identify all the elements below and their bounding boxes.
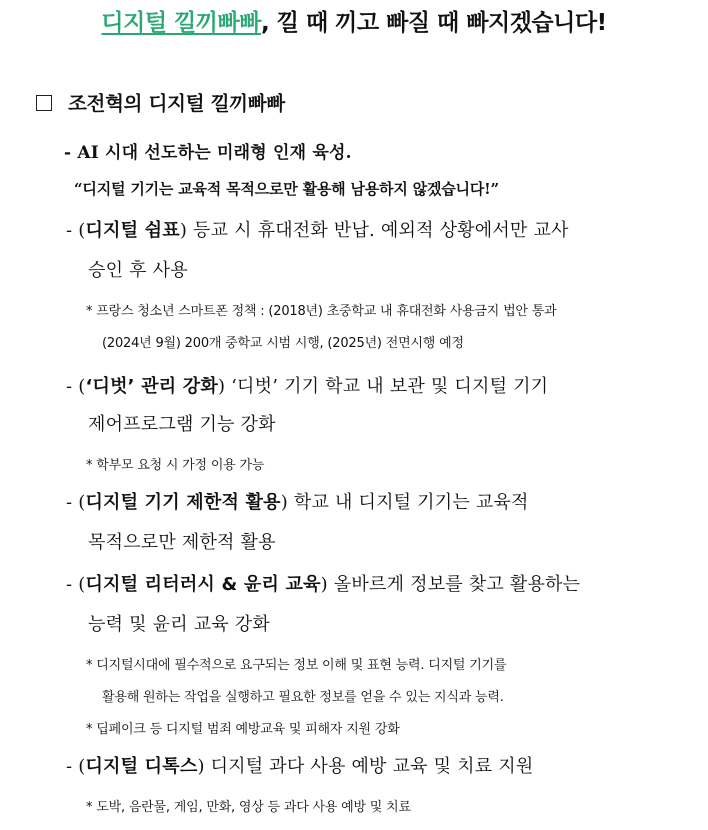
item-digital-rest xyxy=(66,216,569,242)
item1-note-2: (2024년 9월) 200개 중학교 시범 시행, (2025년) 전면시행 예정 xyxy=(102,336,464,351)
item4-label: 디지털 리터러시 & 윤리 교육 xyxy=(85,574,321,595)
item1-label: 디지털 쉼표 xyxy=(85,220,180,241)
item2-label: ‘디벗’ 관리 강화 xyxy=(85,376,218,397)
item-dibot-management xyxy=(66,372,548,398)
item1-close: ) xyxy=(179,220,188,241)
title-highlight: 디지털 낄끼빠빠 xyxy=(101,10,261,36)
title-rest: , 낄 때 끼고 빠질 때 빠지겠습니다! xyxy=(260,10,607,36)
quote-line: “디지털 기기는 교육적 목적으로만 활용해 남용하지 않겠습니다!” xyxy=(74,180,499,198)
item5-label: 디지털 디톡스 xyxy=(85,756,198,777)
item-digital-detox xyxy=(66,752,533,778)
item2-text: ‘디벗’ 기기 학교 내 보관 및 디지털 기기 xyxy=(225,376,549,397)
item3-open: - ( xyxy=(66,492,86,513)
item4-note-1: * 디지털시대에 필수적으로 요구되는 정보 이해 및 표현 능력. 디지털 기기를 xyxy=(86,658,507,673)
item3-label: 디지털 기기 제한적 활용 xyxy=(85,492,281,513)
item2-text-cont: 제어프로그램 기능 강화 xyxy=(88,414,276,435)
item1-open: - ( xyxy=(66,220,86,241)
item5-note-1: * 도박, 음란물, 게임, 만화, 영상 등 과다 사용 예방 및 치료 xyxy=(86,800,411,815)
ai-line: - AI 시대 선도하는 미래형 인재 육성. xyxy=(64,143,352,163)
section-heading xyxy=(36,88,285,116)
item2-close: ) xyxy=(217,376,226,397)
item-limited-use xyxy=(66,488,529,514)
item1-text-cont: 승인 후 사용 xyxy=(88,260,188,281)
item4-open: - ( xyxy=(66,574,86,595)
item2-open: - ( xyxy=(66,376,86,397)
item5-close: ) xyxy=(197,756,205,777)
item5-text: 디지털 과다 사용 예방 교육 및 치료 지원 xyxy=(204,756,534,777)
item1-note-1: * 프랑스 청소년 스마트폰 정책 : (2018년) 초중학교 내 휴대전화 사용금지 법안 통과 xyxy=(86,304,557,319)
item4-text: 올바르게 정보를 찾고 활용하는 xyxy=(327,574,581,595)
page-title xyxy=(0,4,708,37)
item4-close: ) xyxy=(320,574,328,595)
item3-text-cont: 목적으로만 제한적 활용 xyxy=(88,532,276,553)
item4-note-2: 활용해 원하는 작업을 실행하고 필요한 정보를 얻을 수 있는 지식과 능력. xyxy=(102,690,504,705)
item3-text: 학교 내 디지털 기기는 교육적 xyxy=(287,492,529,513)
item-literacy-ethics xyxy=(66,570,580,596)
item3-close: ) xyxy=(280,492,288,513)
item4-note-3: * 딥페이크 등 디지털 범죄 예방교육 및 피해자 지원 강화 xyxy=(86,722,400,737)
section-heading-text: 조전혁의 디지털 낄끼빠빠 xyxy=(68,92,285,115)
checkbox-square-icon xyxy=(36,95,52,111)
item1-text: 등교 시 휴대전화 반납. 예외적 상황에서만 교사 xyxy=(187,220,569,241)
item5-open: - ( xyxy=(66,756,86,777)
item4-text-cont: 능력 및 윤리 교육 강화 xyxy=(88,614,270,635)
item2-note-1: * 학부모 요청 시 가정 이용 가능 xyxy=(86,458,265,473)
